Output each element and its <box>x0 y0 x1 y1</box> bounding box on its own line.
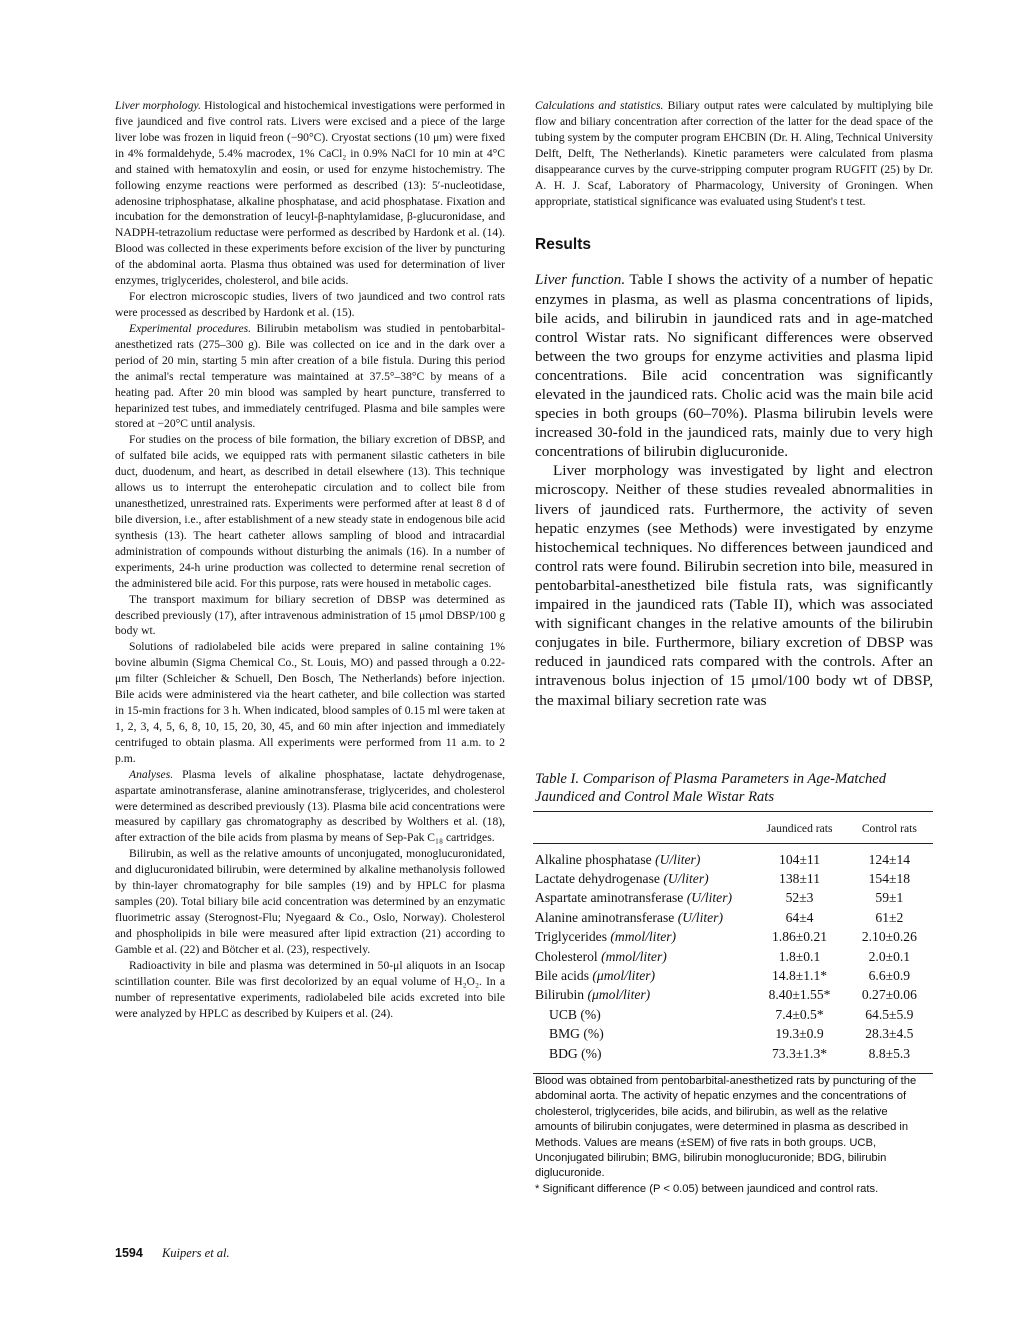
paragraph-liver-morphology <box>115 98 505 289</box>
row-label <box>533 986 753 1005</box>
control-value: 2.0±0.1 <box>868 948 911 964</box>
row-label <box>533 1025 753 1044</box>
table-note: Blood was obtained from pentobarbital-anesthetized rats by puncturing of the abdominal aorta. The activity of hepatic enzymes and the concentrations of cholesterol, triglycerides, bile acids, and bilirubin, as well as the relative amounts of bilirubin conjugates, were determined in plasma as described in Methods. Values are means (±SEM) of five rats in both groups. UCB, Unconjugated bilirubin; BMG, bilirubin monoglucuronide; BDG, bilirubin diglucuronide. <box>535 1075 917 1180</box>
table-row <box>533 966 933 985</box>
page-footer <box>115 1246 230 1261</box>
paragraph-text: The transport maximum for biliary secretion of DBSP was determined as described previously (17), after intravenous administration of 15 μmol DBSP/100 g body wt. <box>115 592 505 638</box>
row-label-text: BMG (%) <box>549 1026 604 1042</box>
control-value: 0.27±0.06 <box>861 987 917 1003</box>
row-label <box>533 1005 753 1024</box>
control-value: 61±2 <box>875 909 904 925</box>
jaundiced-value: 19.3±0.9 <box>775 1026 824 1042</box>
table-row <box>533 1025 933 1044</box>
row-label <box>533 966 753 985</box>
row-label-text: UCB (%) <box>549 1006 601 1022</box>
paragraph-text: Solutions of radiolabeled bile acids were prepared in saline containing 1% bovine albumin (Sigma Chemical Co., St. Louis, MO) and passed through a 0.22-μm filter (Schleicher & Schuell, Den Bosch, The Netherlands) before injection. Bile acids were administered via the heart catheter, and bile collection was started in 15-min fractions for 3 h. When indicated, blood samples of 0.15 ml were taken at 1, 2, 3, 4, 5, 6, 8, 10, 15, 20, 30, 45, and 60 min after injection and immediately centrifuged to obtain plasma. All experiments were performed from 11 a.m. to 2 p.m. <box>115 640 505 765</box>
runin-heading: Calculations and statistics. <box>535 99 664 112</box>
control-value: 64.5±5.9 <box>865 1006 914 1022</box>
row-unit: (U/liter) <box>686 890 733 906</box>
paragraph-text: Plasma levels of alkaline phosphatase, lactate dehydrogenase, aspartate aminotransferase, alanine aminotransferase, triglycerides, and cholesterol were determined as described previously (13). Plasma bile acid concentrations were measured by capillary gas chromatography as described by Wolthers et al. (18), after extraction of the bile acids from plasma by means of Sep-Pak C₁₈ cartridges. <box>115 767 505 845</box>
jaundiced-value: 104±11 <box>779 851 820 867</box>
control-value: 8.8±5.3 <box>868 1045 911 1061</box>
paragraph-liver-function <box>535 270 933 461</box>
control-value: 124±14 <box>868 851 911 867</box>
table-header-control: Control rats <box>861 822 917 835</box>
jaundiced-value: 14.8±1.1* <box>772 968 828 984</box>
row-unit: (U/liter) <box>655 851 701 867</box>
paragraph-text: Bilirubin, as well as the relative amounts of unconjugated, monoglucuronidated, and diglucuronidated bilirubin, were determined by alkaline methanolysis followed by thin-layer chromatography for bile samples (19) and by HPLC for plasma samples (20). Total biliary bile acid concentration was determined by an enzymatic fluorimetric assay (Sterognost-Flu; Nyegaard & Co., Oslo, Norway). Cholesterol and phospholipids in bile were measured after lipid extraction (21) according to Gamble et al. (22) and Bötcher et al. (23), respectively. <box>115 847 505 956</box>
paragraph-calculations <box>535 98 933 209</box>
page-number: 1594 <box>115 1246 143 1260</box>
control-value: 2.10±0.26 <box>861 929 917 945</box>
table-row <box>533 1005 933 1024</box>
paragraph-text: Liver morphology was investigated by light and electron microscopy. Neither of these studies revealed abnormalities in livers of jaundiced rats. Furthermore, the activity of seven hepatic enzymes (see Methods) were investigated by enzyme histochemical techniques. No differences between jaundiced and control rats were found. Bilirubin secretion into bile, measured in pentobarbital-anesthetized bile fistula rats, was significantly impaired in the jaundiced rats (Table II), which was associated with significant changes in the relative amounts of the bilirubin conjugates in bile. Furthermore, biliary excretion of DBSP was reduced in jaundiced rats compared with the controls. After an intravenous bolus injection of 15 μmol/100 body wt of DBSP, the maximal biliary secretion rate was <box>535 462 933 709</box>
row-label-text: Bile acids <box>535 968 593 984</box>
row-unit: (U/liter) <box>677 909 723 925</box>
row-unit: (μmol/liter) <box>587 987 651 1003</box>
jaundiced-value: 64±4 <box>785 909 814 925</box>
table-notes <box>535 1074 933 1197</box>
section-heading-results: Results <box>535 236 591 254</box>
paragraph-radioactivity <box>115 958 505 1022</box>
table-header-row <box>533 812 933 843</box>
table-row <box>533 986 933 1005</box>
row-label-text: Alanine aminotransferase <box>535 909 678 925</box>
paragraph-text: Biliary output rates were calculated by multiplying bile flow and biliary concentration after correction of the latter for the dead space of the tubing system by the computer program EHCBIN (Dr. H. Aling, Technical University Delft, Delft, The Netherlands). Kinetic parameters were calculated from plasma disappearance curves by the curve-stripping computer program RUGFIT (25) by Dr. A. H. J. Scaf, Laboratory of Pharmacology, University of Groningen. When appropriate, statistical significance was evaluated using Student's t test. <box>535 99 933 208</box>
row-label <box>533 908 753 927</box>
paragraph-bile-formation <box>115 432 505 591</box>
control-value: 6.6±0.9 <box>868 968 911 984</box>
table-row <box>533 889 933 908</box>
paragraph-text: Bilirubin metabolism was studied in pentobarbital-anesthetized rats (275–300 g). Bile was collected on ice and in the dark over a period of 20 min, starting 5 min after creation of a bile fistula. During this period the animal's rectal temperature was maintained at 37.5°–38°C by means of a heating pad. After 20 min blood was sampled by heart puncture, transferred to heparinized test tubes, and immediately centrifuged. Plasma and bile samples were stored at −20°C until analysis. <box>115 321 505 431</box>
control-value: 28.3±4.5 <box>865 1026 914 1042</box>
row-label-text: Aspartate aminotransferase <box>535 890 687 906</box>
table-row <box>533 947 933 966</box>
paragraph-analyses <box>115 767 505 847</box>
runin-heading: Experimental procedures. <box>129 321 252 335</box>
table-body <box>533 844 933 1073</box>
table-row <box>533 928 933 947</box>
row-label <box>533 869 753 888</box>
paragraph-text: Radioactivity in bile and plasma was determined in 50-μl aliquots in an Isocap scintillation counter. Bile was first decolorized by an equal volume of H₂O₂. In a number of representative experiments, radiolabeled bile acids excreted into bile were analyzed by HPLC as described by Kuipers et al. (24). <box>115 958 505 1020</box>
row-label-text: Alkaline phosphatase <box>535 851 656 867</box>
table-footnote: * Significant difference (P < 0.05) between jaundiced and control rats. <box>535 1182 879 1195</box>
table-row <box>533 908 933 927</box>
paragraph-dbsp-transport <box>115 592 505 640</box>
table-row <box>533 1044 933 1073</box>
jaundiced-value: 1.86±0.21 <box>772 929 828 945</box>
running-authors: Kuipers et al. <box>161 1246 230 1260</box>
row-unit: (mmol/liter) <box>610 929 677 945</box>
runin-heading: Liver morphology. <box>115 99 201 112</box>
jaundiced-value: 73.3±1.3* <box>772 1045 828 1061</box>
row-label-text: BDG (%) <box>549 1045 602 1061</box>
table-row <box>533 869 933 888</box>
jaundiced-value: 138±11 <box>779 871 820 887</box>
row-unit: (μmol/liter) <box>592 968 656 984</box>
jaundiced-value: 8.40±1.55* <box>768 987 831 1003</box>
paragraph-radiolabeled-bile-acids <box>115 639 505 766</box>
row-label <box>533 947 753 966</box>
row-label <box>533 844 753 869</box>
data-table <box>533 811 933 1074</box>
row-label <box>533 928 753 947</box>
paragraph-text: Histological and histochemical investigations were performed in five jaundiced and five control rats. Livers were excised and a piece of the large liver lobe was frozen in liquid freon (−90°C). Cryostat sections (10 μm) were fixed in 4% formaldehyde, 5.4% macrodex, 1% CaCl₂ in 0.9% NaCl for 10 min at 4°C and stained with hematoxylin and eosin, or used for enzyme histochemistry. The following enzyme reactions were performed as described (13): 5′-nucleotidase, adenosine triphosphatase, alkaline phosphatase, and acid phosphatase. Fixation and incubation for the demonstration of leucyl-β-naphtylamidase, β-glucuronidase, and NADPH-tetrazolium reductase were performed as described by Hardonk et al. (14). Blood was collected in these experiments before excision of the liver by puncturing of the abdominal aorta. Plasma thus obtained was used for determination of liver enzymes, triglycerides, cholesterol, and bile acids. <box>115 99 505 288</box>
control-value: 154±18 <box>868 871 911 887</box>
row-label-text: Lactate dehydrogenase <box>535 871 664 887</box>
paragraph-electron-microscopy <box>115 289 505 321</box>
row-label <box>533 889 753 908</box>
row-unit: (mmol/liter) <box>601 948 667 964</box>
paragraph-text: For electron microscopic studies, livers of two jaundiced and two control rats were processed as described by Hardonk et al. (15). <box>115 290 505 319</box>
control-value: 59±1 <box>875 890 904 906</box>
jaundiced-value: 1.8±0.1 <box>778 948 821 964</box>
jaundiced-value: 7.4±0.5* <box>775 1006 824 1022</box>
paragraph-experimental-procedures <box>115 321 505 432</box>
table-title: Table I. Comparison of Plasma Parameters in Age-Matched Jaundiced and Control Male Wistar Rats <box>535 771 887 805</box>
left-column <box>115 98 505 1021</box>
table-header-jaundiced: Jaundiced rats <box>766 822 833 835</box>
paragraph-liver-morphology-results <box>535 461 933 709</box>
paragraph-text: Table I shows the activity of a number of hepatic enzymes in plasma, as well as plasma concentrations of lipids, bile acids, and bilirubin in jaundiced rats and in age-matched control Wistar rats. No significant differences were observed between the two groups for enzyme activities and plasma lipid concentrations. Bile acid concentration was significantly elevated in the jaundiced rats. Cholic acid was the main bile acid species in both groups (60–70%). Plasma bilirubin levels were increased 30-fold in the jaundiced rats, mainly due to very high concentrations of bilirubin diglucuronide. <box>535 271 933 461</box>
runin-heading: Analyses. <box>129 767 174 781</box>
row-unit: (U/liter) <box>663 871 709 887</box>
row-label-text: Triglycerides <box>535 929 611 945</box>
paragraph-bilirubin-methods <box>115 846 505 957</box>
paragraph-text: For studies on the process of bile formation, the biliary excretion of DBSP, and of sulfated bile acids, we equipped rats with permanent silastic catheters in bile duct, duodenum, and heart, as described in detail elsewhere (13). This technique allows us to interrupt the enterohepatic circulation and to collect bile from unanesthetized, unrestrained rats. Experiments were performed after at least 8 d of bile diversion, i.e., after establishment of a new steady state in endogenous bile acid synthesis (13). The heart catheter allows sampling of blood and intracardial administration of compounds without disturbing the animals (16). In a number of experiments, 24-h urine production was collected to determine renal secretion of the administered bile acid. For this purpose, rats were housed in metabolic cages. <box>115 433 505 590</box>
row-label-text: Bilirubin <box>535 987 588 1003</box>
row-label-text: Cholesterol <box>535 948 602 964</box>
runin-heading: Liver function. <box>535 271 626 289</box>
table-header-blank <box>533 812 753 843</box>
jaundiced-value: 52±3 <box>785 890 814 906</box>
table-row <box>533 844 933 869</box>
right-column <box>535 98 933 710</box>
row-label <box>533 1044 753 1073</box>
